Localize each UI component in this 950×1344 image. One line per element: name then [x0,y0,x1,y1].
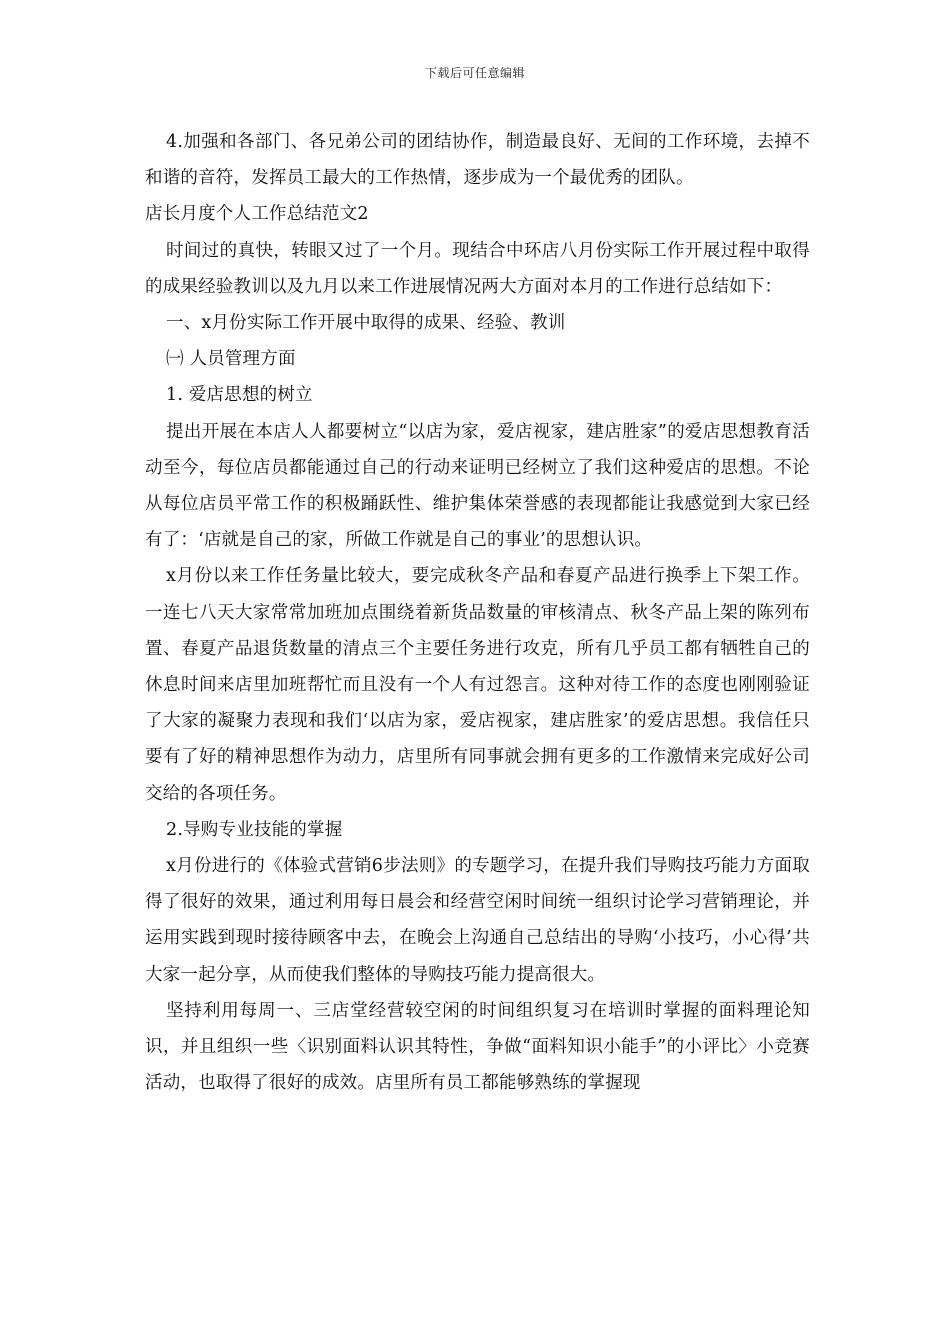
paragraph-cooperation: 4.加强和各部门、各兄弟公司的团结协作，制造最良好、无间的工作环境，去掉不和谐的音符，发挥员工最大的工作热情，逐步成为一个最优秀的团队。 [145,132,810,189]
paragraph-intro: 时间过的真快，转眼又过了一个月。现结合中环店八月份实际工作开展过程中取得的成果经验教训以及九月以来工作进展情况两大方面对本月的工作进行总结如下： [145,240,810,297]
section-title: 店长月度个人工作总结范文2 [145,204,369,225]
heading-staff-management: ㈠ 人员管理方面 [166,349,296,370]
paragraph-fabric-knowledge: 坚持利用每周一、三店堂经营较空闲的时间组织复习在培训时掌握的面料理论知识，并且组织一些〈识别面料认识其特性，争做“面料知识小能手”的小评比〉小竞赛活动，也取得了很好的成效。店里所有员工都能够熟练的掌握现 [145,1000,810,1094]
paragraph-store-spirit: 提出开展在本店人人都要树立“以店为家，爱店视家，建店胜家”的爱店思想教育活动至今，每位店员都能通过自己的行动来证明已经树立了我们这种爱店的思想。不论从每位店员平常工作的积极踊跃性、维护集体荣誉感的表现都能让我感觉到大家已经有了：‘店就是自己的家，所做工作就是自己的事业’的思想认识。 [145,421,810,551]
heading-store-spirit: 1. 爱店思想的树立 [166,385,313,406]
document-body [145,124,810,1101]
paragraph-sales-training: x月份进行的《体验式营销6步法则》的专题学习，在提升我们导购技巧能力方面取得了很好的效果，通过利用每日晨会和经营空闲时间统一组织讨论学习营销理论，并运用实践到现时接待顾客中去，在晚会上沟通自己总结出的导购‘小技巧，小心得’共大家一起分享，从而使我们整体的导购技巧能力提高很大。 [145,856,810,985]
heading-achievements: 一、x月份实际工作开展中取得的成果、经验、教训 [166,313,566,334]
heading-sales-skills: 2.导购专业技能的掌握 [166,819,343,840]
page-header: 下载后可任意编辑 [424,66,525,80]
paragraph-workload: x月份以来工作任务量比较大，要完成秋冬产品和春夏产品进行换季上下架工作。一连七八天大家常常加班加点围绕着新货品数量的审核清点、秋冬产品上架的陈列布置、春夏产品退货数量的清点三个主要任务进行攻克，所有几乎员工都有牺牲自己的休息时间来店里加班帮忙而且没有一个人有过怨言。这种对待工作的态度也刚刚验证了大家的凝聚力表现和我们‘以店为家，爱店视家，建店胜家’的爱店思想。我信任只要有了好的精神思想作为动力，店里所有同事就会拥有更多的工作激情来完成好公司交给的各项任务。 [145,566,810,804]
